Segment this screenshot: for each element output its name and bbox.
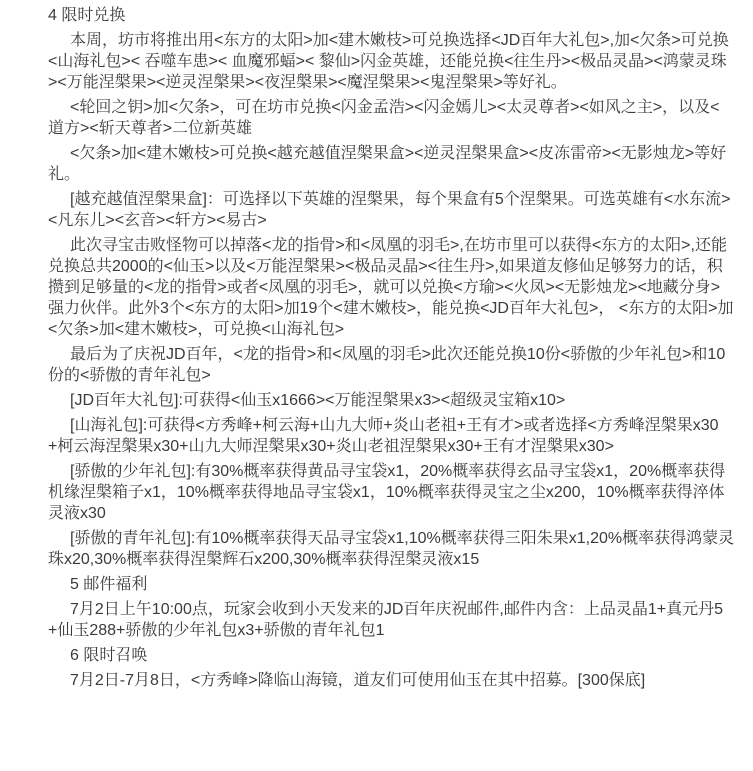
paragraph-jd-centennial-pack: [JD百年大礼包]:可获得<仙玉x1666><万能涅槃果x3><超级灵宝箱x10> (70, 392, 566, 409)
paragraph-mail-contents: 7月2日上午10:00点，玩家会收到小天发来的JD百年庆祝邮件,邮件内含：上品灵晶1+真元丹5+仙玉288+骄傲的少年礼包x3+骄傲的青年礼包1 (48, 601, 723, 639)
paragraph-treasure-hunt: 此次寻宝击败怪物可以掉落<龙的指骨>和<凤凰的羽毛>,在坊市里可以获得<东方的太阳>,还能兑换总共2000的<仙玉>以及<万能涅槃果><极品灵晶><往生丹>,如果道友修仙足够努力的话，积攒到足够量的<龙的指骨>或者<凤凰的羽毛>，就可以兑换<方瑜><火凤><无影烛龙><地藏分身>强力伙伴。此外3个<东方的太阳>加19个<建木嫩枝>，能兑换<JD百年大礼包>， <东方的太阳>加<欠条>加<建木嫩枝>，可兑换<山海礼包> (48, 237, 734, 338)
section-heading-mail-benefits: 5 邮件福利 (70, 576, 148, 593)
paragraph-weekly-market: 本周，坊市将推出用<东方的太阳>加<建木嫩枝>可兑换选择<JD百年大礼包>,加<欠条>可兑换<山海礼包>< 吞噬车患>< 血魔邪蝠>< 黎仙>闪金英雄，还能兑换<往生丹><极品灵晶><鸿蒙灵珠><万能涅槃果><逆灵涅槃果><夜涅槃果><魔涅槃果><鬼涅槃果>等好礼。 (48, 32, 729, 91)
section-heading-limited-exchange: 4 限时兑换 (48, 7, 126, 24)
paragraph-proud-youth-pack: [骄傲的少年礼包]:有30%概率获得黄品寻宝袋x1，20%概率获得玄品寻宝袋x1，20%概率获得机缘涅槃箱子x1，10%概率获得地品寻宝袋x1，10%概率获得灵宝之尘x200，10%概率获得淬体灵液x30 (48, 463, 726, 522)
paragraph-shanhai-pack: [山海礼包]:可获得<方秀峰+柯云海+山九大师+炎山老祖+王有才>或者选择<方秀峰涅槃果x30+柯云海涅槃果x30+山九大师涅槃果x30+炎山老祖涅槃果x30+王有才涅槃果x30> (48, 417, 719, 455)
paragraph-iou-exchange: <欠条>加<建木嫩枝>可兑换<越充越值涅槃果盒><逆灵涅槃果盒><皮冻雷帝><无影烛龙>等好礼。 (48, 145, 727, 183)
section-heading-limited-summon: 6 限时召唤 (70, 647, 148, 664)
paragraph-nirvana-fruit-box: [越充越值涅槃果盒]：可选择以下英雄的涅槃果，每个果盒有5个涅槃果。可选英雄有<水东流><凡东儿><玄音><轩方><易古> (48, 191, 731, 229)
paragraph-proud-young-adult-pack: [骄傲的青年礼包]:有10%概率获得天品寻宝袋x1,10%概率获得三阳朱果x1,20%概率获得鸿蒙灵珠x20,30%概率获得涅槃辉石x200,30%概率获得涅槃灵液x15 (48, 530, 735, 568)
paragraph-summon-schedule: 7月2日-7月8日，<方秀峰>降临山海镜，道友们可使用仙玉在其中招募。[300保底] (70, 672, 646, 689)
paragraph-reincarnation-key: <轮回之钥>加<欠条>，可在坊市兑换<闪金孟浩><闪金嫣儿><太灵尊者><如风之主>，以及<道方><斩天尊者>二位新英雄 (48, 99, 720, 137)
paragraph-centennial-celebration: 最后为了庆祝JD百年，<龙的指骨>和<凤凰的羽毛>此次还能兑换10份<骄傲的少年礼包>和10份的<骄傲的青年礼包> (48, 346, 726, 384)
